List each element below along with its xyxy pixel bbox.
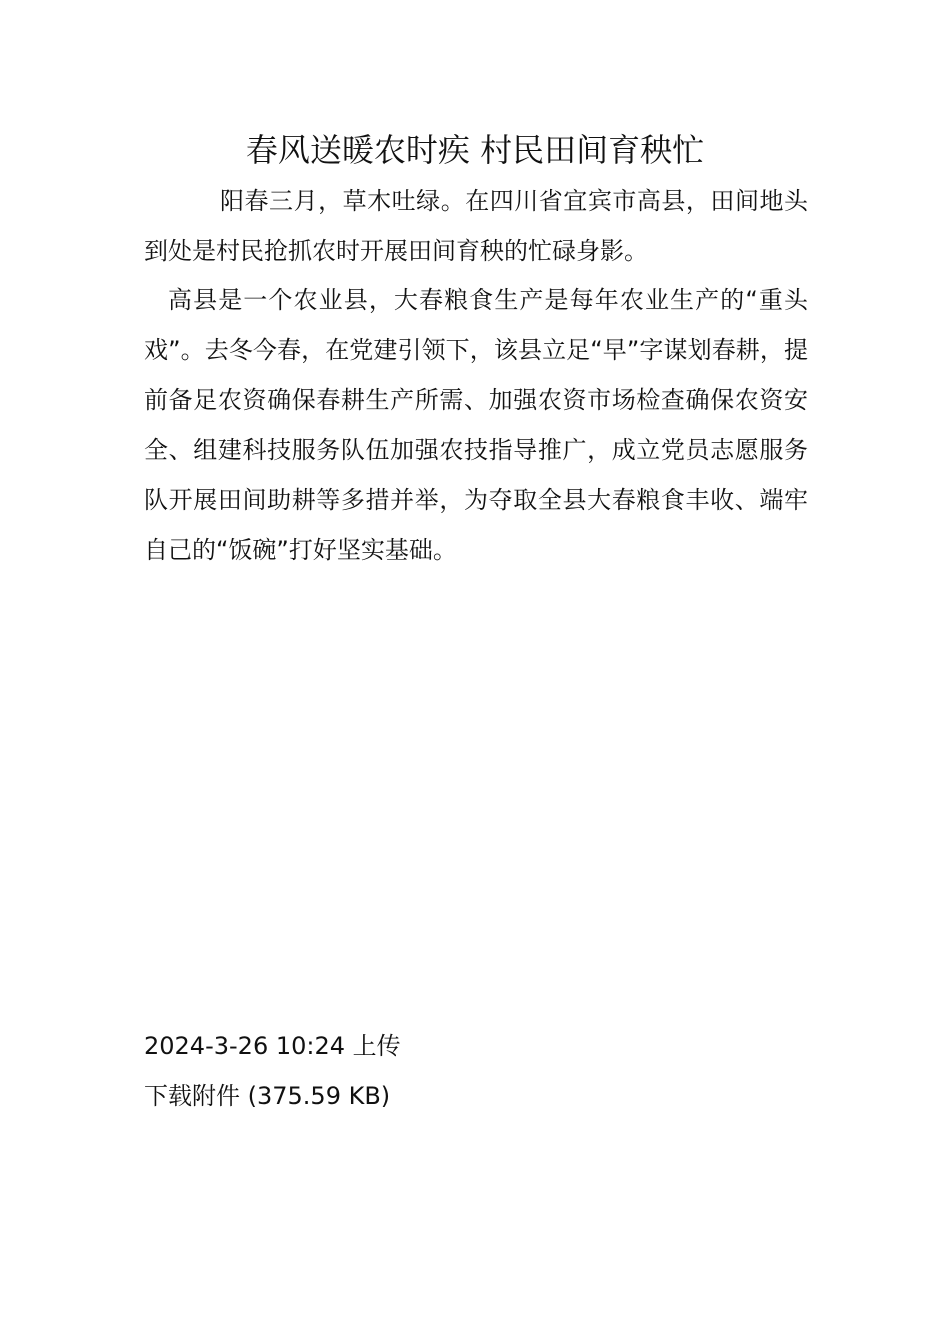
article-title: 春风送暖农时疾 村民田间育秧忙 [245,131,705,169]
upload-timestamp: 2024-3-26 10:24 上传 [144,1032,401,1060]
download-attachment-link[interactable]: 下载附件 (375.59 KB) [144,1082,391,1110]
article-paragraph-2: 高县是一个农业县，大春粮食生产是每年农业生产的“重头戏”。去冬今春，在党建引领下，该县立足“早”字谋划春耕，提前备足农资确保春耕生产所需、加强农资市场检查确保农资安全、组建科技服务队伍加强农技指导推广，成立党员志愿服务队开展田间助耕等多措并举，为夺取全县大春粮食丰收、端牢自己的“饭碗”打好坚实基础。 [144,286,808,564]
article-paragraph-1: 阳春三月，草木吐绿。在四川省宜宾市高县，田间地头到处是村民抢抓农时开展田间育秧的忙碌身影。 [144,187,808,265]
